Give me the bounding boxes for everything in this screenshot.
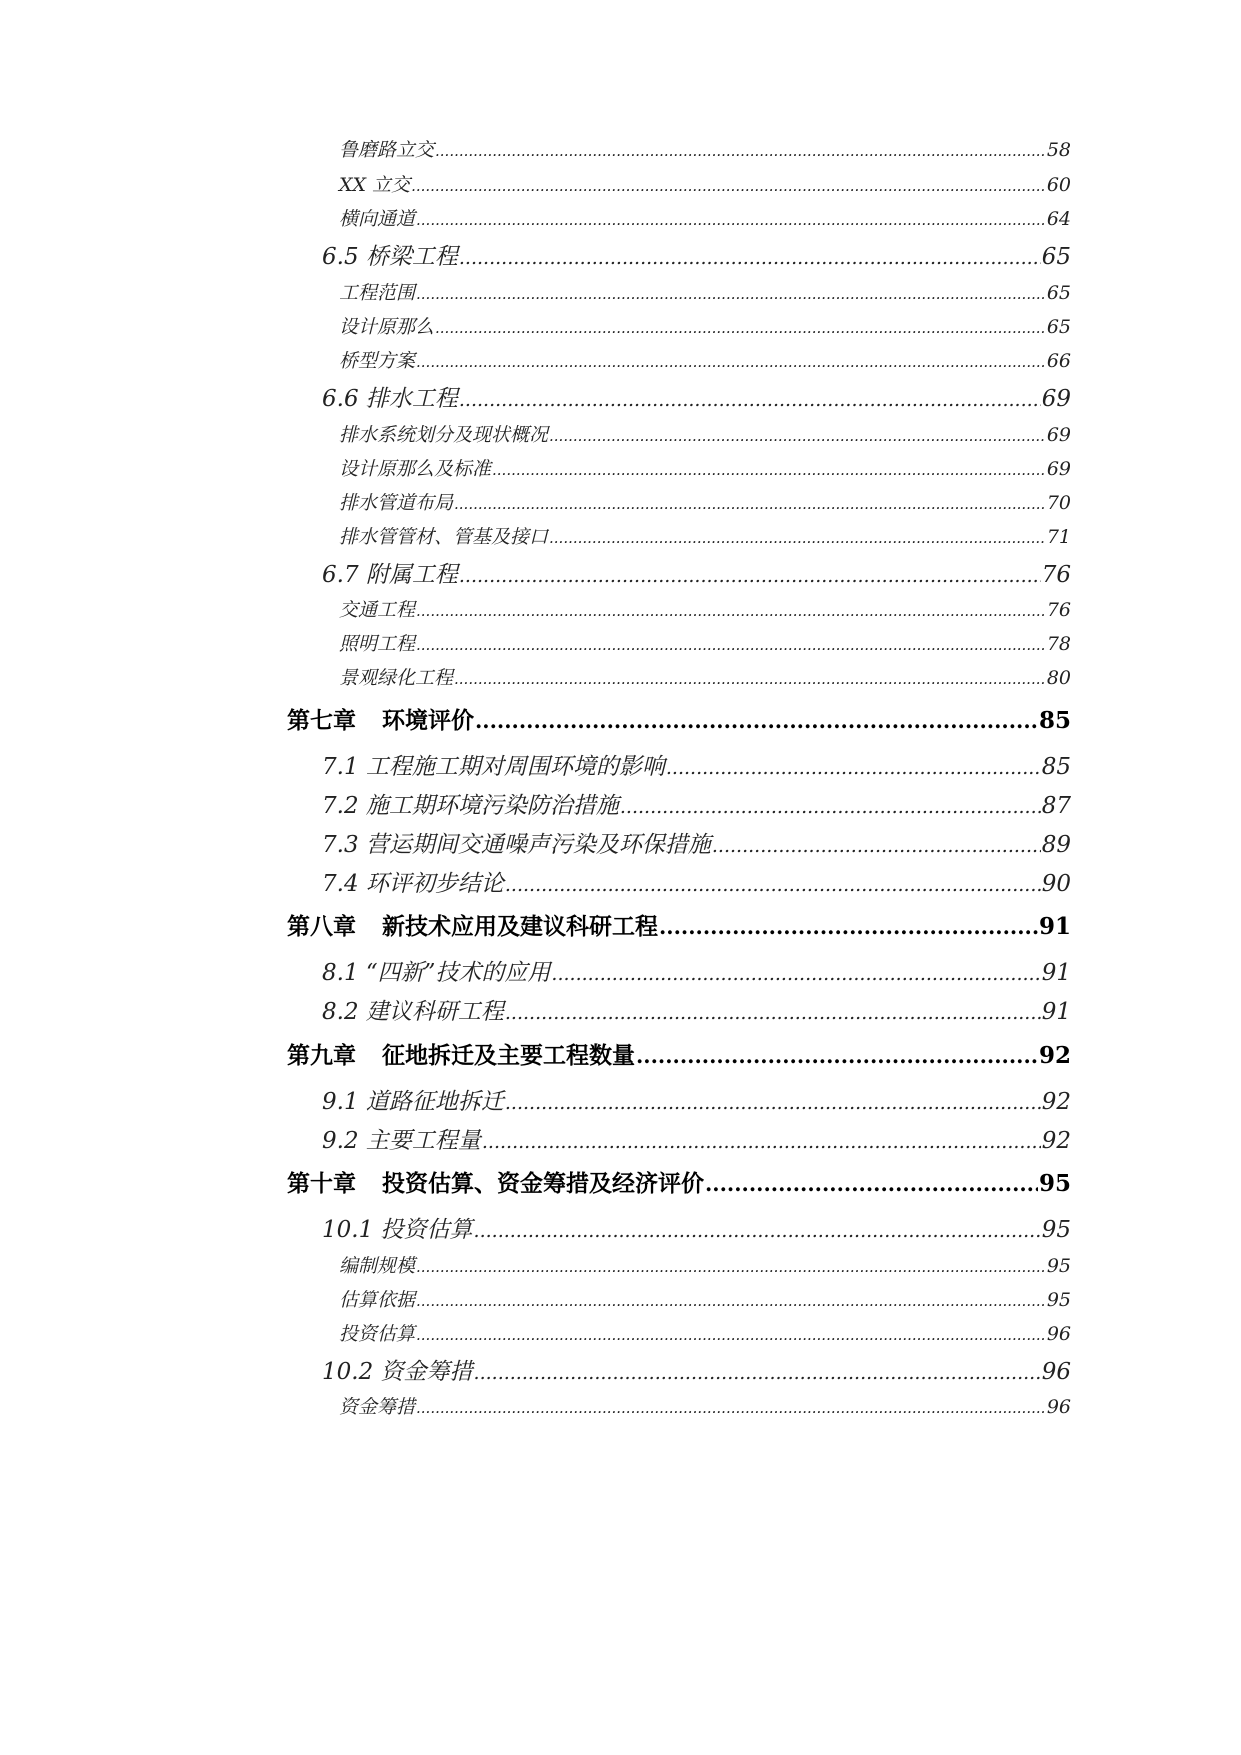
dot-leader [636,1043,1038,1068]
toc-entry-title: 资金筹措 [339,1396,416,1418]
toc-chapter-number: 第八章 [287,913,356,940]
toc-entry-title: 估算依据 [339,1289,416,1311]
toc-entry-title: 7.2 施工期环境污染防治措施 [322,793,619,819]
toc-subsection[interactable] [339,1392,1071,1419]
toc-entry-title: 9.2 主要工程量 [322,1128,481,1154]
dot-leader [416,211,1046,229]
toc-page-number: 69 [1046,424,1071,446]
toc-page-number: 96 [1041,1359,1071,1385]
toc-chapter-number: 第七章 [287,707,356,734]
toc-page-number: 70 [1046,492,1071,514]
dot-leader [416,353,1046,371]
toc-subsection[interactable] [339,488,1071,515]
toc-subsection[interactable] [339,135,1071,162]
toc-page-number: 60 [1046,174,1071,196]
dot-leader [549,427,1046,445]
dot-leader [435,142,1046,160]
toc-page-number: 65 [1046,282,1071,304]
dot-leader [712,835,1041,857]
toc-section[interactable] [322,748,1071,781]
toc-entry-title: 工程范围 [339,282,416,304]
toc-page-number: 69 [1046,458,1071,480]
toc-chapter-number: 第十章 [287,1170,356,1197]
toc-entry-title: 8.1 “四新”技术的应用 [322,960,551,986]
toc-entry-title: 10.2 资金筹措 [322,1359,473,1385]
toc-chapter-name: 新技术应用及建议科研工程 [382,913,658,940]
toc-chapter-number: 第九章 [287,1042,356,1069]
toc-section[interactable] [322,993,1071,1026]
toc-chapter-name: 环境评价 [382,707,474,734]
toc-entry-title: 景观绿化工程 [339,667,454,689]
toc-page-number: 76 [1041,562,1071,588]
toc-section[interactable] [322,954,1071,987]
toc-page-number: 90 [1041,871,1071,897]
toc-chapter[interactable] [287,1165,1071,1198]
toc-page-number: 89 [1041,832,1071,858]
dot-leader [416,636,1046,654]
toc-page-number: 91 [1041,960,1071,986]
toc-subsection[interactable] [339,346,1071,373]
toc-page-number: 66 [1046,350,1071,372]
toc-section[interactable] [322,865,1071,898]
dot-leader [416,1258,1046,1276]
toc-page-number: 96 [1046,1323,1071,1345]
toc-entry-title: 交通工程 [339,599,416,621]
dot-leader [659,914,1038,939]
toc-subsection[interactable] [339,1285,1071,1312]
dot-leader [474,1220,1041,1242]
toc-page-number: 91 [1041,999,1071,1025]
toc-page-number: 85 [1038,707,1071,734]
toc-entry-title: 7.4 环评初步结论 [322,871,504,897]
dot-leader [416,602,1046,620]
dot-leader [551,963,1040,985]
toc-entry-title: 7.1 工程施工期对周围环境的影响 [322,754,665,780]
toc-chapter-name: 投资估算、资金筹措及经济评价 [382,1170,704,1197]
toc-section[interactable] [322,826,1071,859]
dot-leader [620,796,1041,818]
toc-chapter[interactable] [287,702,1071,735]
toc-entry-title: 排水管管材、管基及接口 [339,526,549,548]
toc-subsection[interactable] [339,663,1071,690]
toc-page-number: 92 [1041,1089,1071,1115]
dot-leader [416,1326,1046,1344]
toc-subsection[interactable] [339,204,1071,231]
toc-page-number: 65 [1041,244,1071,270]
toc-subsection[interactable] [339,629,1071,656]
toc-subsection[interactable] [339,278,1071,305]
toc-chapter-title [287,1165,704,1198]
dot-leader [549,529,1046,547]
toc-page-number: 78 [1046,633,1071,655]
toc-entry-title: XX 立交 [339,174,411,196]
toc-page-number: 58 [1046,139,1071,161]
toc-page-number: 91 [1038,913,1071,940]
toc-section[interactable] [322,1353,1071,1386]
dot-leader [416,285,1046,303]
dot-leader [492,461,1046,479]
toc-subsection[interactable] [339,312,1071,339]
toc-entry-title: 鲁磨路立交 [339,139,435,161]
dot-leader [435,319,1046,337]
dot-leader [416,1399,1046,1417]
toc-entry-title: 排水系统划分及现状概况 [339,424,549,446]
toc-subsection[interactable] [339,420,1071,447]
toc-subsection[interactable] [339,522,1071,549]
toc-entry-title: 桥型方案 [339,350,416,372]
toc-page-number: 92 [1041,1128,1071,1154]
toc-subsection[interactable] [339,1319,1071,1346]
toc-subsection[interactable] [339,170,1071,197]
toc-chapter-title [287,908,658,941]
toc-page-number: 80 [1046,667,1071,689]
toc-section[interactable] [322,787,1071,820]
dot-leader [416,1292,1046,1310]
toc-page-number: 95 [1046,1289,1071,1311]
toc-page-number: 65 [1046,316,1071,338]
dot-leader [459,389,1041,411]
toc-chapter[interactable] [287,1037,1071,1070]
toc-entry-title: 9.1 道路征地拆迁 [322,1089,504,1115]
toc-entry-title: 设计原那么及标准 [339,458,492,480]
toc-section[interactable] [322,1211,1071,1244]
dot-leader [666,757,1041,779]
toc-page-number: 85 [1041,754,1071,780]
toc-section[interactable] [322,238,1071,271]
dot-leader [505,874,1041,896]
toc-page-number: 69 [1041,386,1071,412]
toc-section[interactable] [322,1083,1071,1116]
toc-page-number: 95 [1041,1217,1071,1243]
toc-entry-title: 10.1 投资估算 [322,1217,473,1243]
dot-leader [474,1362,1041,1384]
dot-leader [475,708,1038,733]
toc-entry-title: 6.6 排水工程 [322,386,458,412]
toc-page-number: 92 [1038,1042,1071,1069]
toc-entry-title: 6.5 桥梁工程 [322,244,458,270]
toc-page-number: 71 [1046,526,1071,548]
toc-page-number: 96 [1046,1396,1071,1418]
dot-leader [482,1131,1041,1153]
dot-leader [411,177,1046,195]
toc-chapter-name: 征地拆迁及主要工程数量 [382,1042,635,1069]
toc-entry-title: 设计原那么 [339,316,435,338]
toc-entry-title: 7.3 营运期间交通噪声污染及环保措施 [322,832,711,858]
toc-section[interactable] [322,556,1071,589]
toc-page-number: 64 [1046,208,1071,230]
toc-chapter-title [287,1037,635,1070]
toc-page-number: 87 [1041,793,1071,819]
toc-entry-title: 排水管道布局 [339,492,454,514]
toc-entry-title: 8.2 建议科研工程 [322,999,504,1025]
toc-subsection[interactable] [339,454,1071,481]
toc-entry-title: 6.7 附属工程 [322,562,458,588]
dot-leader [459,565,1041,587]
toc-chapter-title [287,702,474,735]
toc-subsection[interactable] [339,595,1071,622]
toc-subsection[interactable] [339,1251,1071,1278]
toc-page-number: 76 [1046,599,1071,621]
toc-entry-title: 编制规模 [339,1255,416,1277]
toc-entry-title: 投资估算 [339,1323,416,1345]
dot-leader [705,1171,1038,1196]
toc-entry-title: 横向通道 [339,208,416,230]
toc-page-number: 95 [1038,1170,1071,1197]
toc-section[interactable] [322,1122,1071,1155]
dot-leader [454,495,1046,513]
toc-entry-title: 照明工程 [339,633,416,655]
dot-leader [459,247,1041,269]
dot-leader [505,1002,1041,1024]
toc-chapter[interactable] [287,908,1071,941]
dot-leader [505,1092,1041,1114]
toc-section[interactable] [322,380,1071,413]
toc-page-number: 95 [1046,1255,1071,1277]
dot-leader [454,670,1046,688]
